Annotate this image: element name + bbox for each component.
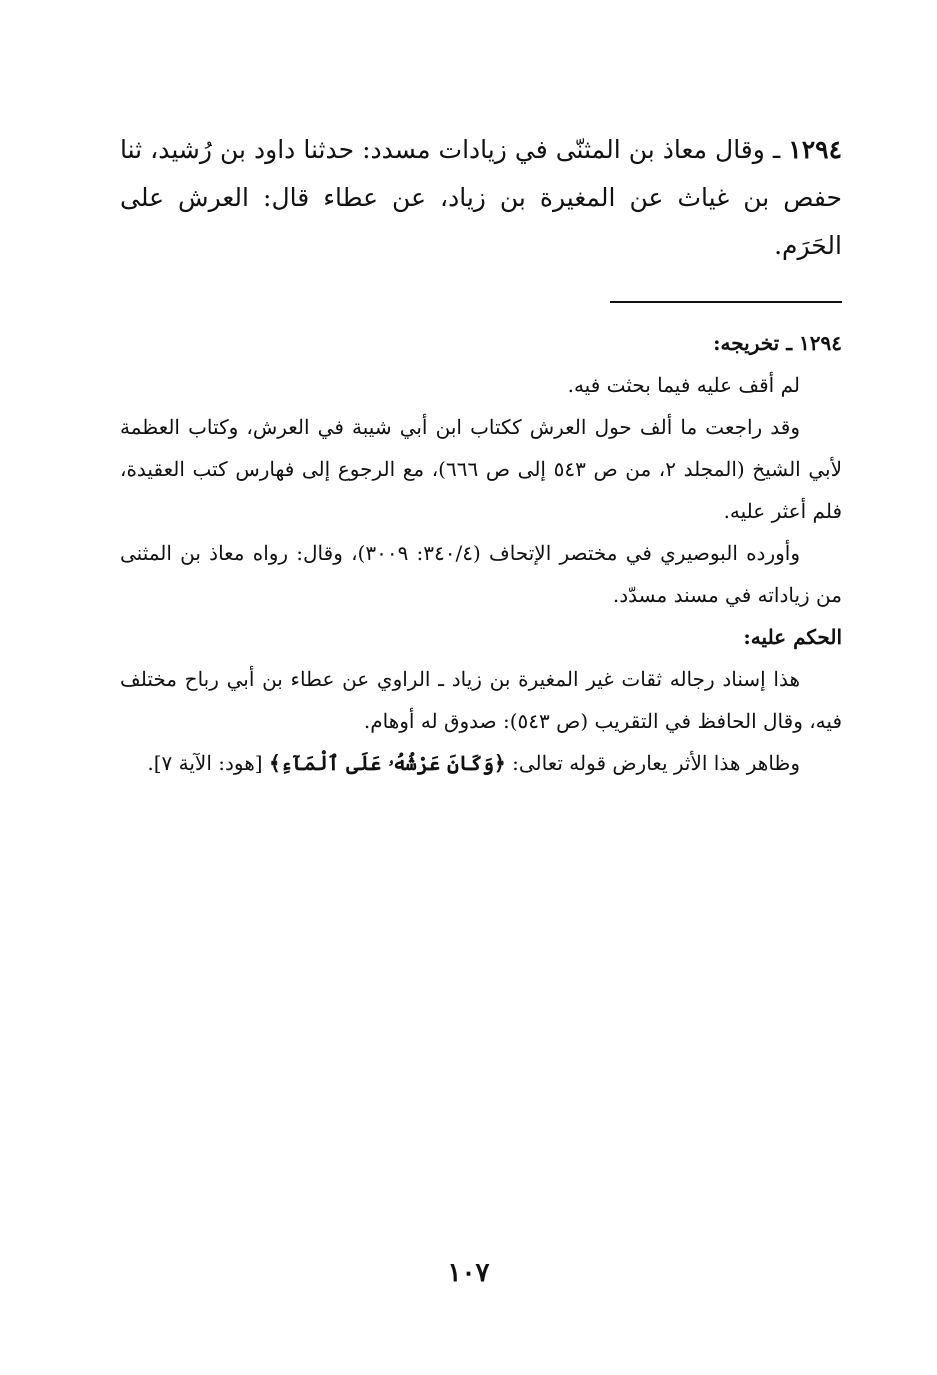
takhrij-heading [120, 322, 842, 364]
takhrij-dash: ـ [779, 331, 800, 355]
narration-text: وقال معاذ بن المثنّى في زيادات مسدد: حدثنا داود بن رُشيد، ثنا حفص بن غياث عن المغيرة بن زياد، عن عطاء قال: العرش على الحَرَم. [120, 135, 842, 260]
note-paragraph-4: هذا إسناد رجاله ثقات غير المغيرة بن زياد ـ الراوي عن عطاء بن أبي رباح مختلف فيه، وقال الحافظ في التقريب (ص ٥٤٣): صدوق له أوهام. [120, 667, 842, 733]
note-paragraph-5 [120, 742, 842, 784]
p5-after: [هود: الآية ٧]. [147, 751, 269, 775]
footnotes-section [120, 322, 842, 784]
narration-number: ١٢٩٤ [788, 135, 843, 164]
note-paragraph-1: لم أقف عليه فيما بحثت فيه. [567, 373, 800, 397]
main-narration [120, 126, 842, 270]
ruling-heading: الحكم عليه: [743, 625, 842, 649]
narration-dash: ـ [764, 135, 789, 164]
page-number: ١٠٧ [447, 1258, 490, 1288]
takhrij-word: تخريجه: [713, 331, 780, 355]
note-paragraph-2: وقد راجعت ما ألف حول العرش ككتاب ابن أبي شيبة في العرش، وكتاب العظمة لأبي الشيخ (المجلد ٢، من ص ٥٤٣ إلى ص ٦٦٦)، مع الرجوع إلى فهارس كتب العقيدة، فلم أعثر عليه. [120, 415, 842, 523]
takhrij-number: ١٢٩٤ [799, 331, 842, 355]
p5-before: وظاهر هذا الأثر يعارض قوله تعالى: [505, 751, 800, 775]
quran-verse: ﴿وَكَانَ عَرْشُهُۥ عَلَى ٱلْمَآءِ﴾ [268, 751, 506, 775]
note-paragraph-3: وأورده البوصيري في مختصر الإتحاف (٣٤٠/٤: ٣٠٠٩)، وقال: رواه معاذ بن المثنى من زياداته في مسند مسدّد. [120, 541, 842, 607]
footnote-divider [610, 301, 842, 303]
